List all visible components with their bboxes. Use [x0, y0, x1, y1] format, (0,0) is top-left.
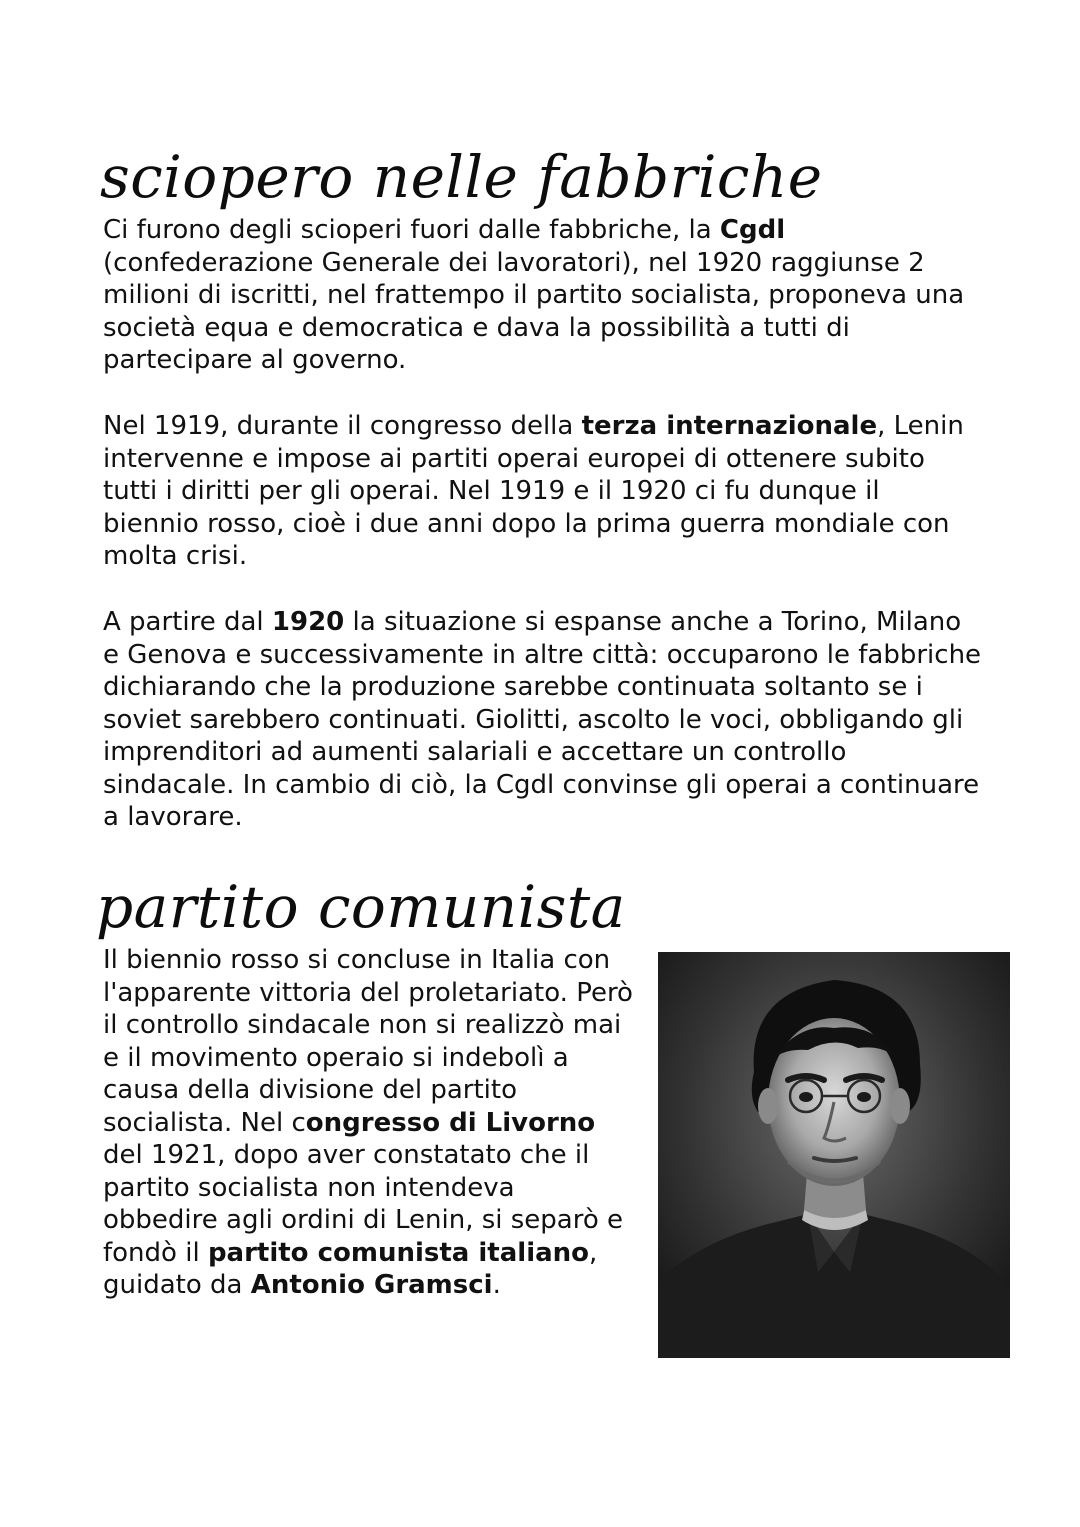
- bold-term-terza-internazionale: terza internazionale: [581, 411, 878, 441]
- text-span: Il biennio rosso si concluse in Italia con l'apparente vittoria del proletariato. Però il controllo sindacale non si realizzò mai e il movimento operaio si indebolì a causa della divisione del partito socialista. Nel c: [103, 945, 633, 1138]
- text-span: , guidato da: [103, 1237, 598, 1300]
- bold-term-partito-comunista-italiano: partito comunista italiano: [207, 1237, 590, 1268]
- text-span: Nel 1919, durante il congresso della: [103, 411, 582, 441]
- section-title-partito-comunista: partito comunista: [96, 873, 626, 941]
- paragraph-cgdl: [103, 214, 983, 377]
- text-span: .: [492, 1270, 501, 1300]
- paragraph-terza-internazionale: [103, 410, 983, 573]
- text-span: del 1921, dopo aver constatato che il partito socialista non intendeva obbedire agli ordini di Lenin, si separò e fondò il: [103, 1140, 624, 1268]
- portrait-photo: [658, 952, 1010, 1358]
- paragraph-partito-comunista: [103, 944, 633, 1302]
- text-span: A partire dal: [103, 607, 272, 637]
- text-span: (confederazione Generale dei lavoratori), nel 1920 raggiunse 2 milioni di iscritti, nel frattempo il partito socialista, proponeva una società equa e democratica e dava la possibilità a tutti di partecipare al governo.: [103, 247, 965, 375]
- bold-term-cgdl: Cgdl: [719, 215, 786, 245]
- paragraph-1920-occupazioni: [103, 606, 983, 834]
- text-span: la situazione si espanse anche a Torino, Milano e Genova e successivamente in altre città: occuparono le fabbriche dichiarando che la produzione sarebbe continuata soltanto se i soviet sarebbero continuati. Giolitti, ascolto le voci, obbligando gli imprenditori ad aumenti salariali e accettare un controllo sindacale. In cambio di ciò, la Cgdl convinse gli operai a continuare a lavorare.: [103, 607, 982, 832]
- text-span: , Lenin intervenne e impose ai partiti operai europei di ottenere subito tutti i diritti per gli operai. Nel 1919 e il 1920 ci fu dunque il biennio rosso, cioè i due anni dopo la prima guerra mondiale con molta crisi.: [103, 411, 964, 571]
- portrait-illustration: [658, 952, 1010, 1358]
- bold-term-congresso-livorno: ongresso di Livorno: [305, 1107, 596, 1138]
- bold-term-antonio-gramsci: Antonio Gramsci: [250, 1270, 493, 1300]
- bold-term-1920: 1920: [271, 607, 345, 637]
- text-span: Ci furono degli scioperi fuori dalle fabbriche, la: [103, 215, 720, 245]
- section-title-sciopero: sciopero nelle fabbriche: [100, 143, 823, 211]
